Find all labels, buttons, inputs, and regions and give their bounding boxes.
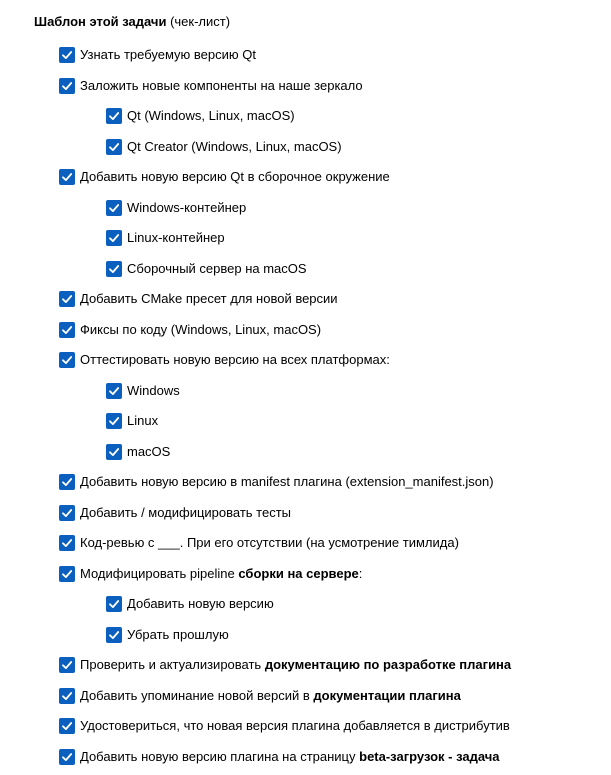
- label-text: Фиксы по коду (Windows, Linux, macOS): [80, 322, 322, 337]
- checkmark-icon: [108, 202, 120, 214]
- checklist-item: [106, 229, 225, 247]
- checklist-item: [106, 382, 180, 400]
- label-text: Заложить новые компоненты на наше зеркало: [80, 78, 363, 93]
- checkmark-icon: [61, 354, 73, 366]
- checklist-item: [59, 656, 511, 674]
- checklist-item-label: [80, 534, 459, 552]
- checklist-item-label: [80, 46, 256, 64]
- checkmark-icon: [108, 141, 120, 153]
- checkmark-icon: [61, 507, 73, 519]
- checklist-item-label: [80, 748, 500, 766]
- checklist-item-label: [80, 504, 291, 522]
- checklist-item-label: [127, 229, 225, 247]
- label-text: Убрать прошлую: [127, 627, 229, 642]
- checkbox[interactable]: [106, 200, 122, 216]
- checkmark-icon: [61, 720, 73, 732]
- label-text: Оттестировать новую версию на всех платформах:: [80, 352, 390, 367]
- checklist-item: [59, 77, 363, 95]
- checklist-item-label: [127, 626, 229, 644]
- checkmark-icon: [108, 385, 120, 397]
- checklist-item-label: [127, 382, 180, 400]
- checklist-item-label: [80, 321, 321, 339]
- label-text: Windows-контейнер: [127, 200, 247, 215]
- checkbox[interactable]: [59, 566, 75, 582]
- checkbox[interactable]: [59, 291, 75, 307]
- checklist-item: [106, 260, 307, 278]
- label-text: Qt (Windows, Linux, macOS): [127, 108, 295, 123]
- label-text: macOS: [127, 444, 171, 459]
- label-bold-text: документации плагина: [313, 688, 461, 703]
- checkmark-icon: [108, 263, 120, 275]
- label-text: Добавить CMake пресет для новой версии: [80, 291, 338, 306]
- checklist-title: [34, 14, 230, 29]
- label-text: Удостовериться, что новая версия плагина добавляется в дистрибутив: [80, 718, 510, 733]
- label-text: Модифицировать pipeline: [80, 566, 239, 581]
- checkbox[interactable]: [59, 322, 75, 338]
- checkmark-icon: [61, 659, 73, 671]
- checklist-item: [59, 473, 494, 491]
- checklist-item-label: [127, 199, 246, 217]
- checklist-item-label: [127, 260, 307, 278]
- checkbox[interactable]: [106, 139, 122, 155]
- checklist-item-label: [127, 412, 158, 430]
- checkbox[interactable]: [106, 261, 122, 277]
- checklist-item-label: [80, 473, 494, 491]
- checklist-item: [59, 46, 256, 64]
- checklist-item: [106, 412, 158, 430]
- checkbox[interactable]: [106, 383, 122, 399]
- checklist-item-label: [80, 290, 338, 308]
- checkmark-icon: [61, 324, 73, 336]
- checklist-item: [106, 138, 342, 156]
- checklist-item: [59, 534, 459, 552]
- label-text: Сборочный сервер на macOS: [127, 261, 307, 276]
- label-bold-text: документацию по разработке плагина: [264, 657, 512, 672]
- label-text: Qt Creator (Windows, Linux, macOS): [127, 139, 342, 154]
- checklist-item-label: [80, 656, 511, 674]
- checkmark-icon: [108, 415, 120, 427]
- checklist-item-label: [127, 107, 295, 125]
- label-text: Добавить новую версию плагина на страницу: [80, 749, 360, 764]
- checkbox[interactable]: [106, 230, 122, 246]
- checklist-item: [59, 687, 461, 705]
- checkmark-icon: [61, 751, 73, 763]
- checkbox[interactable]: [59, 535, 75, 551]
- label-text: Добавить новую версию Qt в сборочное окружение: [80, 169, 390, 184]
- checkmark-icon: [61, 476, 73, 488]
- checkbox[interactable]: [106, 596, 122, 612]
- checkbox[interactable]: [106, 444, 122, 460]
- checkbox[interactable]: [59, 505, 75, 521]
- checkmark-icon: [108, 110, 120, 122]
- checklist-item: [106, 107, 295, 125]
- label-text: Windows: [127, 383, 180, 398]
- checklist-item: [59, 748, 500, 766]
- checklist-item-label: [80, 565, 362, 583]
- checkbox[interactable]: [106, 108, 122, 124]
- label-text: Добавить упоминание новой версий в: [80, 688, 314, 703]
- checklist-item-label: [80, 351, 390, 369]
- checkmark-icon: [61, 49, 73, 61]
- checklist-item: [59, 504, 291, 522]
- label-bold-text: сборки на сервере: [238, 566, 359, 581]
- label-text: Добавить / модифицировать тесты: [80, 505, 292, 520]
- label-text: Linux-контейнер: [127, 230, 225, 245]
- checkmark-icon: [61, 171, 73, 183]
- label-bold-text: beta-загрузок - задача: [359, 749, 500, 764]
- checkbox[interactable]: [59, 169, 75, 185]
- checklist-item-label: [80, 168, 390, 186]
- checklist-item: [59, 351, 390, 369]
- checklist-item-label: [80, 717, 510, 735]
- checkmark-icon: [61, 80, 73, 92]
- checkbox[interactable]: [59, 474, 75, 490]
- checkmark-icon: [61, 537, 73, 549]
- checklist-item-label: [127, 138, 342, 156]
- checklist-item-label: [80, 687, 461, 705]
- checkbox[interactable]: [59, 47, 75, 63]
- checkmark-icon: [108, 598, 120, 610]
- checklist-item: [59, 290, 338, 308]
- checkbox[interactable]: [59, 749, 75, 765]
- checklist-item: [106, 626, 229, 644]
- checkbox[interactable]: [59, 78, 75, 94]
- label-text: Добавить новую версию в manifest плагина (extension_manifest.json): [80, 474, 494, 489]
- label-text: Узнать требуемую версию Qt: [80, 47, 256, 62]
- checkmark-icon: [108, 446, 120, 458]
- checklist-title-suffix: (чек-лист): [166, 14, 231, 29]
- checklist-item: [59, 168, 390, 186]
- checkbox[interactable]: [59, 718, 75, 734]
- checkbox[interactable]: [59, 352, 75, 368]
- checkmark-icon: [108, 629, 120, 641]
- checkmark-icon: [61, 568, 73, 580]
- checkmark-icon: [61, 293, 73, 305]
- checklist-item: [106, 199, 246, 217]
- checkbox[interactable]: [59, 657, 75, 673]
- checkbox[interactable]: [59, 688, 75, 704]
- checklist-item: [59, 565, 362, 583]
- checklist-item: [106, 443, 170, 461]
- checkmark-icon: [108, 232, 120, 244]
- label-text: Код-ревью с ___. При его отсутствии (на усмотрение тимлида): [80, 535, 459, 550]
- checklist-item-label: [127, 595, 274, 613]
- checklist-item: [59, 717, 510, 735]
- checkbox[interactable]: [106, 413, 122, 429]
- label-text: Проверить и актуализировать: [80, 657, 265, 672]
- label-text: :: [358, 566, 363, 581]
- checklist-item: [59, 321, 321, 339]
- checklist-item: [106, 595, 274, 613]
- label-text: Добавить новую версию: [127, 596, 274, 611]
- label-text: Linux: [127, 413, 159, 428]
- checkbox[interactable]: [106, 627, 122, 643]
- checklist-item-label: [127, 443, 170, 461]
- checklist-item-label: [80, 77, 363, 95]
- checkmark-icon: [61, 690, 73, 702]
- checklist-title-bold: Шаблон этой задачи: [34, 14, 167, 29]
